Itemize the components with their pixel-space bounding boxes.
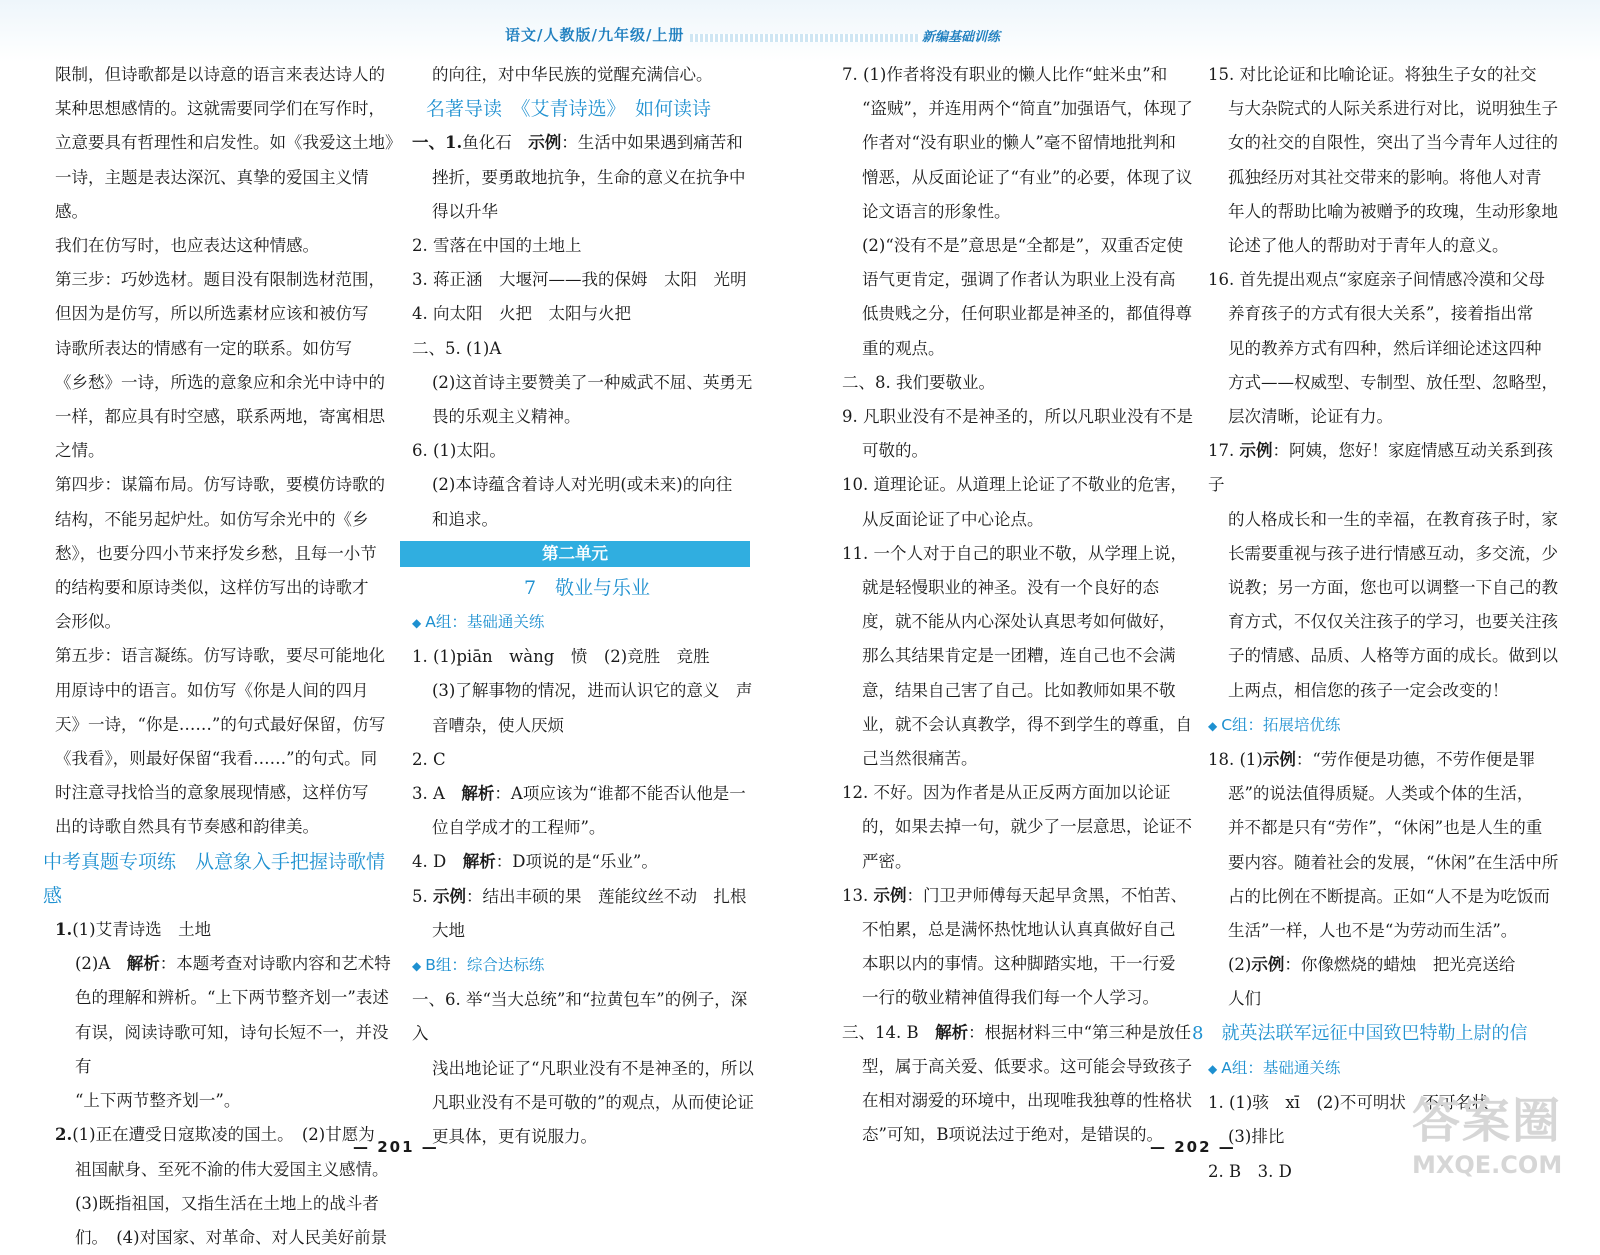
answer-line: 更具体，更有说服力。 bbox=[432, 1127, 597, 1147]
answer-line: 那么其结果肯定是一团糟，连自己也不会满 bbox=[862, 646, 1176, 666]
answer-line: 从反面论证了中心论点。 bbox=[862, 509, 1044, 529]
answer-line: (2)本诗蕴含着诗人对光明(或未来)的向往 bbox=[432, 475, 733, 495]
watermark-text: 答案圈 bbox=[1412, 1093, 1563, 1149]
answer-3: 3. 蒋正涵 大堰河——我的保姆 太阳 光明 bbox=[412, 270, 747, 290]
answer-line: 孤独经历对其社交带来的影响。将他人对青 bbox=[1228, 167, 1542, 187]
text-line: 的向往，对中华民族的觉醒充满信心。 bbox=[432, 65, 713, 84]
diamond-icon: ◆ bbox=[1208, 718, 1218, 733]
text-line: 时注意寻找恰当的意象展现情感，这样仿写 bbox=[55, 783, 369, 803]
answer-2: 2. 雪落在中国的土地上 bbox=[412, 236, 582, 256]
answer-line: 大地 bbox=[432, 920, 465, 940]
text-line: 结构，不能另起炉灶。如仿写余光中的《乡 bbox=[55, 509, 369, 529]
answer-6: 6. (1)太阳。 bbox=[412, 441, 506, 461]
text-line: 某种思想感情的。这就需要同学们在写作时， bbox=[55, 99, 385, 119]
answer-11: 11. 一个人对于自己的职业不敬，从学理上说， bbox=[842, 543, 1187, 563]
analysis-tag: 解析 bbox=[461, 784, 495, 804]
analysis-tag: 解析 bbox=[462, 852, 496, 872]
answer-line: 年人的帮助比喻为被赠予的玫瑰，生动形象地 bbox=[1228, 201, 1558, 221]
answer-text: 三、14. B bbox=[842, 1022, 936, 1042]
answer-line: 育方式，不仅仅关注孩子的学习，也要关注孩 bbox=[1228, 612, 1558, 632]
answer-line: 己当然很痛苦。 bbox=[862, 749, 978, 769]
answer-1 bbox=[412, 126, 762, 160]
answer-line: 重的观点。 bbox=[862, 338, 945, 358]
lesson-8-title: 8 就英法联军远征中国致巴特勒上尉的信 bbox=[1192, 1022, 1528, 1044]
text-line: 一样，都应具有时空感，联系两地，寄寓相思 bbox=[55, 407, 385, 427]
lesson-title: 7 敬业与乐业 bbox=[523, 576, 651, 599]
answer-line: 的人格成长和一生的幸福，在教育孩子时，家 bbox=[1228, 509, 1558, 529]
answer-18 bbox=[1208, 743, 1560, 777]
answer-text: ：A项应该为“谁都不能否认他是一 bbox=[494, 784, 746, 804]
text-line: 《我看》，则最好保留“我看……”的句式。同 bbox=[55, 749, 378, 769]
answer-line: 音嘈杂，使人厌烦 bbox=[432, 715, 564, 735]
answer-line: 在相对溺爱的环境中，出现唯我独尊的性格状 bbox=[862, 1091, 1192, 1111]
answer-line: 上两点，相信您的孩子一定会改变的！ bbox=[1228, 680, 1509, 700]
text-line: 第四步：谋篇布局。仿写诗歌，要模仿诗歌的 bbox=[55, 475, 385, 495]
answer-line: 本职以内的事情。这种脚踏实地，干一行爱 bbox=[862, 954, 1176, 974]
answer-text: ：D项说的是“乐业”。 bbox=[495, 852, 658, 872]
example-tag: 示例 bbox=[1262, 750, 1296, 770]
answer-line: 浅出地论证了“凡职业没有不是神圣的，所以 bbox=[432, 1058, 754, 1078]
group-b-label bbox=[412, 948, 762, 983]
group-c-label bbox=[1208, 708, 1560, 743]
answer-line: 祖国献身、至死不渝的伟大爱国主义感情。 bbox=[75, 1159, 389, 1179]
answer-1: 1. (1)piān wàng 愤 (2)竞胜 竞胜 bbox=[412, 647, 710, 667]
page-number-right: — 202 — bbox=[1150, 1138, 1236, 1156]
example-tag: 示例 bbox=[1239, 441, 1273, 461]
text-line: 我们在仿写时，也应表达这种情感。 bbox=[55, 236, 319, 256]
watermark-url: MXQE.COM bbox=[1412, 1151, 1563, 1179]
answer-line: 挫折，要勇敢地抗争，生命的意义在抗争中 bbox=[432, 167, 746, 187]
answer-13 bbox=[842, 879, 1194, 913]
answer-line: 不怕累，总是满怀热忱地认认真真做好自己 bbox=[862, 920, 1176, 940]
answer-line: 人们 bbox=[1228, 989, 1261, 1009]
text-line: 会形似。 bbox=[55, 612, 121, 632]
answer-line: 生活”一样，人也不是“为劳动而生活”。 bbox=[1228, 921, 1518, 941]
answer-text: 鱼化石 bbox=[462, 133, 529, 153]
answer-line: “盗贼”，并连用两个“简直”加强语气，体现了 bbox=[862, 99, 1193, 119]
answer-line: 得以升华 bbox=[432, 201, 498, 221]
watermark bbox=[1412, 1092, 1572, 1202]
answer-line: 型，属于高关爱、低要求。这可能会导致孩子 bbox=[862, 1056, 1192, 1076]
answer-line: 说教；另一方面，您也可以调整一下自己的教 bbox=[1228, 578, 1558, 598]
answer-line: 占的比例在不断提高。正如“人不是为吃饭而 bbox=[1228, 886, 1550, 906]
answer-line: 女的社交的自限性，突出了当今青年人过往的 bbox=[1228, 133, 1558, 153]
header-band bbox=[0, 0, 1600, 62]
text-line: 之情。 bbox=[55, 441, 105, 461]
page-number-left: — 201 — bbox=[353, 1138, 439, 1156]
answer-line: 长需要重视与孩子进行情感互动，多交流，少 bbox=[1228, 543, 1558, 563]
answer-line: 就是轻慢职业的神圣。没有一个良好的态 bbox=[862, 578, 1159, 598]
answer-line: (2)这首诗主要赞美了一种威武不屈、英勇无 bbox=[432, 372, 753, 392]
answer-line: 可敬的。 bbox=[862, 441, 928, 461]
group-label-text: B组：综合达标练 bbox=[425, 956, 545, 975]
text-line: 第五步：语言凝练。仿写诗歌，要尽可能地化 bbox=[55, 646, 385, 666]
answer-line: 有误，阅读诗歌可知，诗句长短不一，并没有 bbox=[75, 1022, 389, 1076]
answer-line bbox=[1208, 948, 1560, 982]
answer-text: ：根据材料三中“第三种是放任 bbox=[968, 1022, 1192, 1042]
analysis-tag: 解析 bbox=[126, 954, 160, 974]
answer-2 bbox=[55, 1118, 395, 1152]
group-label-text: A组：基础通关练 bbox=[1221, 1058, 1341, 1077]
answer-9: 9. 凡职业没有不是神圣的，所以凡职业没有不是 bbox=[842, 407, 1193, 427]
answer-16: 16. 首先提出观点“家庭亲子间情感冷漠和父母 bbox=[1208, 270, 1545, 290]
answer-text: ：门卫尹师傅每天起早贪黑，不怕苦、 bbox=[906, 885, 1187, 905]
answer-text: ：“劳作便是功德，不劳作便是罪 bbox=[1295, 750, 1536, 770]
answer-line: 态”可知，B项说法过于绝对，是错误的。 bbox=[862, 1125, 1164, 1145]
answer-text: 13. bbox=[842, 885, 874, 905]
text-line: 天》一诗，“你是……”的句式最好保留，仿写 bbox=[55, 714, 386, 734]
header-title: 语文/人教版/九年级/上册 bbox=[505, 26, 685, 44]
answer-line: 业，就不会认真教学，得不到学生的尊重，自 bbox=[862, 714, 1192, 734]
answer-1: 1. (1)骇 xī (2)不可明状 不可名状 bbox=[1208, 1093, 1489, 1113]
answer-line: 子的情感、品质、人格等方面的成长。做到以 bbox=[1228, 646, 1558, 666]
answer-text: 3. A bbox=[412, 784, 462, 804]
answer-line: 要内容。随着社会的发展，“休闲”在生活中所 bbox=[1228, 852, 1559, 872]
exam-practice-title: 中考真题专项练 从意象入手把握诗歌情感 bbox=[43, 850, 386, 907]
group-label-text: C组：拓展培优练 bbox=[1221, 715, 1341, 734]
text-line: 但因为是仿写，所以所选素材应该和被仿写 bbox=[55, 304, 369, 324]
diamond-icon: ◆ bbox=[1208, 1061, 1218, 1076]
answer-line: 论述了他人的帮助对于青年人的意义。 bbox=[1228, 236, 1509, 256]
answer-line: “上下两节整齐划一”。 bbox=[75, 1091, 241, 1111]
diamond-icon: ◆ bbox=[412, 959, 422, 974]
answer-4 bbox=[412, 845, 762, 879]
answer-1 bbox=[55, 913, 395, 947]
header-series-name: 新编基础训练 bbox=[922, 30, 1001, 45]
group-label-text: A组：基础通关练 bbox=[425, 613, 545, 632]
answer-line: (2)“没有不是”意思是“全都是”，双重否定使 bbox=[862, 236, 1184, 256]
answer-line: 层次清晰，论证有力。 bbox=[1228, 407, 1393, 427]
text-line: 第三步：巧妙选材。题目没有限制选材范围， bbox=[55, 270, 385, 290]
text-line: 愁》，也要分四小节来抒发乡愁，且每一小节 bbox=[55, 543, 377, 563]
answer-line: 与大杂院式的人际关系进行对比，说明独生子 bbox=[1228, 99, 1558, 119]
answer-text: ：结出丰硕的果 莲能纹丝不动 扎根 bbox=[466, 886, 747, 906]
answer-10: 10. 道理论证。从道理上论证了不敬业的危害， bbox=[842, 475, 1187, 495]
answer-line: 色的理解和辨析。“上下两节整齐划一”表述 bbox=[75, 988, 389, 1008]
diamond-icon: ◆ bbox=[412, 616, 422, 631]
answer-text: 4. D bbox=[412, 852, 463, 872]
answer-line: 语气更肯定，强调了作者认为职业上没有高 bbox=[862, 270, 1176, 290]
answer-text: (2) bbox=[1228, 955, 1252, 975]
right-page-column-1 bbox=[842, 58, 1194, 1153]
left-page-column-2 bbox=[412, 58, 762, 1154]
text-line: 限制，但诗歌都是以诗意的语言来表达诗人的 bbox=[55, 65, 385, 84]
answer-line: (3)了解事物的情况，进而认识它的意义 声 bbox=[432, 681, 753, 701]
question-number: 一、1. bbox=[412, 133, 463, 153]
answer-line: 论文语言的形象性。 bbox=[862, 201, 1011, 221]
classic-reading-title: 名著导读 《艾青诗选》 如何读诗 bbox=[426, 98, 712, 121]
answer-7: 7. (1)作者将没有职业的懒人比作“蛀米虫”和 bbox=[842, 65, 1168, 84]
answer-line: 严密。 bbox=[862, 851, 912, 871]
answer-12: 12. 不好。因为作者是从正反两方面加以论证 bbox=[842, 783, 1171, 803]
answer-6: 一、6. 举“当大总统”和“拉黄包车”的例子，深入 bbox=[412, 990, 748, 1044]
question-number: 2. bbox=[55, 1125, 73, 1145]
answer-text: 17. bbox=[1208, 441, 1240, 461]
answer-line: 见的教养方式有四种，然后详细论述这四种 bbox=[1228, 338, 1542, 358]
answer-text: ：阿姨，您好！家庭情感互动关系到孩子 bbox=[1208, 441, 1553, 495]
text-line: 出的诗歌自然具有节奏感和韵律美。 bbox=[55, 817, 319, 837]
answer-line: 并不都是只有“劳作”，“休闲”也是人生的重 bbox=[1228, 818, 1543, 838]
unit-banner: 第二单元 bbox=[400, 541, 750, 567]
answer-2: 2. C bbox=[412, 749, 446, 769]
text-line: 的结构要和原诗类似，这样仿写出的诗歌才 bbox=[55, 578, 369, 598]
group-a-label bbox=[1208, 1051, 1560, 1086]
example-tag: 示例 bbox=[433, 886, 466, 906]
answer-5 bbox=[412, 880, 762, 914]
answer-text: ：你像燃烧的蜡烛 把光亮送给 bbox=[1284, 955, 1516, 975]
answer-text: ：生活中如果遇到痛苦和 bbox=[561, 133, 743, 153]
answer-15: 15. 对比论证和比喻论证。将独生子女的社交 bbox=[1208, 65, 1537, 84]
answer-17 bbox=[1208, 434, 1560, 502]
answer-text: 5. bbox=[412, 886, 433, 906]
answer-line: 们。 (4)对国家、对革命、对人民美好前景 bbox=[75, 1227, 388, 1247]
analysis-tag: 解析 bbox=[935, 1022, 969, 1042]
answer-line: 位自学成才的工程师”。 bbox=[432, 818, 606, 838]
answer-text: (2)A bbox=[75, 954, 127, 974]
text-line: 用原诗中的语言。如仿写《你是人间的四月 bbox=[55, 680, 369, 700]
text-line: 诗歌所表达的情感有一定的联系。如仿写 bbox=[55, 338, 352, 358]
answer-line: 方式——权威型、专制型、放任型、忽略型， bbox=[1228, 372, 1558, 392]
answer-line: 一行的敬业精神值得我们每一个人学习。 bbox=[862, 988, 1159, 1008]
answer-line bbox=[55, 947, 395, 981]
answer-4: 4. 向太阳 火把 太阳与火把 bbox=[412, 304, 631, 324]
answer-3 bbox=[412, 777, 762, 811]
answer-line: 恶”的说法值得质疑。人类或个体的生活， bbox=[1228, 784, 1534, 804]
header-decor-rule bbox=[690, 34, 920, 42]
answer-line: 低贵贱之分，任何职业都是神圣的，都值得尊 bbox=[862, 304, 1192, 324]
answer-8: 二、8. 我们要敬业。 bbox=[842, 372, 995, 392]
question-number: 1. bbox=[55, 920, 73, 940]
answer-line: 和追求。 bbox=[432, 509, 498, 529]
answer-line: 凡职业没有不是可敬的”的观点，从而使论证 bbox=[432, 1092, 754, 1112]
example-tag: 示例 bbox=[873, 885, 907, 905]
answer-text: (1)正在遭受日寇欺凌的国土。 (2)甘愿为 bbox=[72, 1125, 375, 1145]
answer-line: 意，结果自己害了自己。比如教师如果不敬 bbox=[862, 680, 1176, 700]
answer-2-3: 2. B 3. D bbox=[1208, 1161, 1292, 1181]
text-line: 《乡愁》一诗，所选的意象应和余光中诗中的 bbox=[55, 372, 385, 392]
answer-text: (1)艾青诗选 土地 bbox=[72, 920, 212, 940]
text-line: 一诗，主题是表达深沉、真挚的爱国主义情感。 bbox=[55, 167, 369, 221]
answer-line: 养育孩子的方式有很大关系”，接着指出常 bbox=[1228, 304, 1534, 324]
answer-line: (3)既指祖国，又指生活在土地上的战斗者 bbox=[75, 1193, 379, 1213]
answer-line: 憎恶，从反面论证了“有业”的必要，体现了议 bbox=[862, 167, 1193, 187]
answer-14 bbox=[842, 1016, 1194, 1050]
example-tag: 示例 bbox=[1251, 955, 1285, 975]
answer-line: 的，如果去掉一句，就少了一层意思，论证不 bbox=[862, 817, 1192, 837]
text-line: 立意要具有哲理性和启发性。如《我爱这土地》 bbox=[55, 133, 402, 153]
example-tag: 示例 bbox=[528, 133, 562, 153]
answer-line: 畏的乐观主义精神。 bbox=[432, 407, 581, 427]
answer-5: 二、5. (1)A bbox=[412, 338, 502, 358]
answer-text: 18. (1) bbox=[1208, 750, 1263, 770]
answer-line: 作者对“没有职业的懒人”毫不留情地批判和 bbox=[862, 133, 1176, 153]
answer-text: ：本题考查对诗歌内容和艺术特 bbox=[159, 954, 391, 974]
group-a-label bbox=[412, 605, 762, 640]
answer-line: 度，就不能从内心深处认真思考如何做好， bbox=[862, 612, 1176, 632]
answer-line: (3)排比 bbox=[1228, 1127, 1285, 1147]
